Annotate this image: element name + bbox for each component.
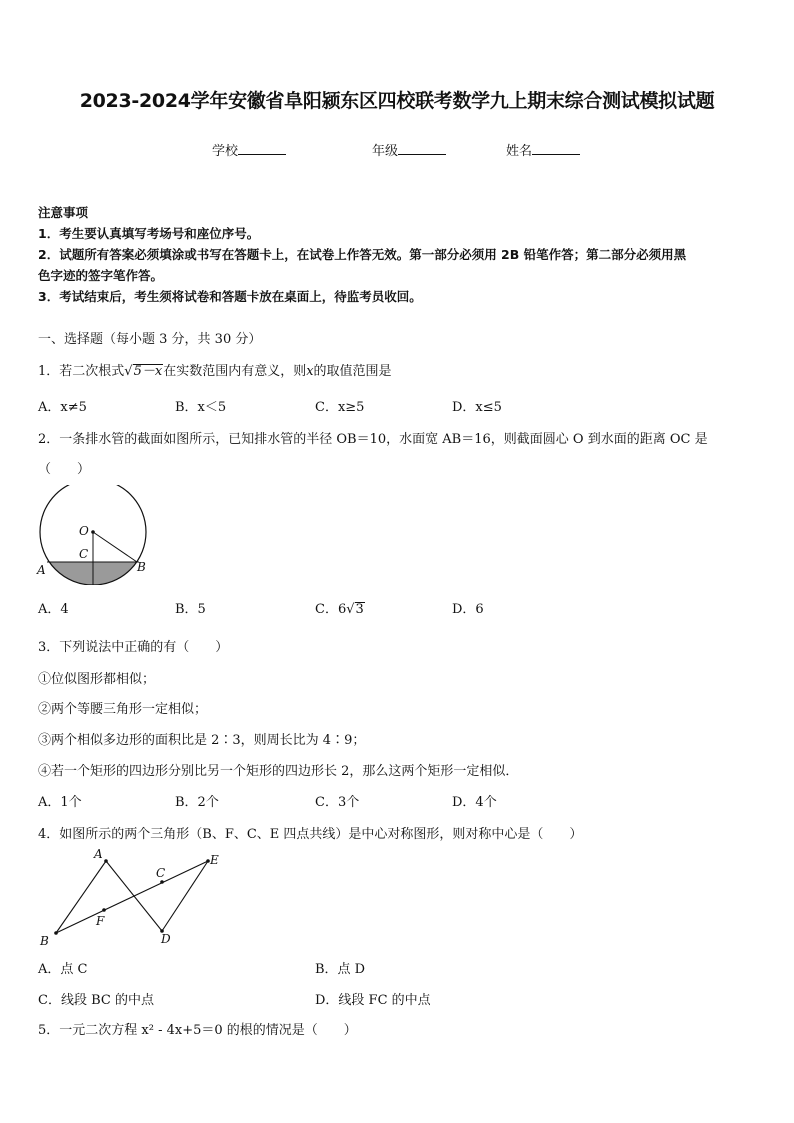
radical-sign: √ <box>346 602 355 617</box>
name-label: 姓名 <box>506 144 533 159</box>
q2-option-a[interactable]: A．4 <box>38 602 69 617</box>
notice-heading: 注意事项 <box>38 205 89 220</box>
q1-option-b[interactable]: B．x＜5 <box>175 400 227 415</box>
q2-option-c-radicand: 3 <box>355 602 364 617</box>
grade-field[interactable] <box>372 140 446 159</box>
q2-option-c[interactable] <box>315 598 365 617</box>
point-b <box>54 931 58 935</box>
notice-item-2-cont: 色字迹的签字笔作答。 <box>38 268 164 283</box>
school-field[interactable] <box>212 140 286 159</box>
label-b: B <box>40 934 49 948</box>
point-f <box>102 908 106 912</box>
label-f: F <box>96 914 105 928</box>
q1-option-d[interactable]: D．x≤5 <box>452 400 502 415</box>
notice-item-1: 1．考生要认真填写考场号和座位序号。 <box>38 226 260 241</box>
segment-ob <box>93 532 137 562</box>
q3-option-c[interactable]: C．3个 <box>315 795 360 810</box>
q1-variable: x <box>306 364 314 379</box>
label-o: O <box>79 524 89 538</box>
question-5-stem: 5．一元二次方程 x² - 4x+5＝0 的根的情况是（ ） <box>38 1023 357 1038</box>
radical-sign: √ <box>124 364 133 379</box>
notice-item-3: 3．考试结束后，考生须将试卷和答题卡放在桌面上，待监考员收回。 <box>38 289 422 304</box>
center-point <box>91 530 95 534</box>
triangles-figure <box>34 844 234 950</box>
point-a <box>104 859 108 863</box>
question-1-stem <box>38 360 392 379</box>
q4-option-a[interactable]: A．点 C <box>38 962 88 977</box>
label-c: C <box>156 866 166 880</box>
school-blank[interactable] <box>238 142 286 155</box>
q1-mid: 在实数范围内有意义，则 <box>163 364 307 379</box>
q3-statement-1: ①位似图形都相似； <box>38 672 156 687</box>
q2-option-b[interactable]: B．5 <box>175 602 206 617</box>
q3-option-b[interactable]: B．2个 <box>175 795 219 810</box>
name-field[interactable] <box>506 140 580 159</box>
label-a: A <box>37 563 46 577</box>
q4-option-b[interactable]: B．点 D <box>315 962 366 977</box>
q4-option-d[interactable]: D．线段 FC 的中点 <box>315 993 431 1008</box>
name-blank[interactable] <box>532 142 580 155</box>
question-2-stem: 2．一条排水管的截面如图所示，已知排水管的半径 OB＝10，水面宽 AB＝16，则截面圆心 O 到水面的距离 OC 是 <box>38 432 708 447</box>
pipe-figure <box>34 485 154 585</box>
q2-option-d[interactable]: D．6 <box>452 602 484 617</box>
segment-be <box>56 861 208 933</box>
label-d: D <box>161 932 171 946</box>
point-c <box>160 880 164 884</box>
q1-option-c[interactable]: C．x≥5 <box>315 400 365 415</box>
q3-statement-4: ④若一个矩形的四边形分别比另一个矩形的四边形长 2，那么这两个矩形一定相似． <box>38 764 519 779</box>
question-4-stem: 4．如图所示的两个三角形（B、F、C、E 四点共线）是中心对称图形，则对称中心是（ ） <box>38 827 583 842</box>
label-c: C <box>79 547 89 561</box>
q3-statement-2: ②两个等腰三角形一定相似； <box>38 702 208 717</box>
q1-post: 的取值范围是 <box>313 364 392 379</box>
label-b: B <box>137 560 146 574</box>
page-title: 2023-2024学年安徽省阜阳颍东区四校联考数学九上期末综合测试模拟试题 <box>79 90 715 112</box>
grade-label: 年级 <box>372 144 399 159</box>
q1-option-a[interactable]: A．x≠5 <box>38 400 87 415</box>
question-3-stem: 3．下列说法中正确的有（ ） <box>38 640 229 655</box>
q4-option-c[interactable]: C．线段 BC 的中点 <box>38 993 154 1008</box>
q3-statement-3: ③两个相似多边形的面积比是 2∶3，则周长比为 4∶9； <box>38 733 366 748</box>
grade-blank[interactable] <box>398 142 446 155</box>
section-heading: 一、选择题（每小题 3 分，共 30 分） <box>38 332 262 347</box>
label-e: E <box>210 853 219 867</box>
q3-option-d[interactable]: D．4个 <box>452 795 497 810</box>
notice-item-2: 2．试题所有答案必须填涂或书写在答题卡上，在试卷上作答无效。第一部分必须用 2B 铅笔作答；第二部分必须用黑 <box>38 247 687 262</box>
question-2-paren: （ ） <box>38 462 91 477</box>
q1-pre: 1．若二次根式 <box>38 364 125 379</box>
q2-option-c-text: C．6 <box>315 602 347 617</box>
school-label: 学校 <box>212 144 239 159</box>
q3-option-a[interactable]: A．1个 <box>38 795 82 810</box>
label-a: A <box>94 847 103 861</box>
q1-radicand: 5－x <box>133 364 163 379</box>
